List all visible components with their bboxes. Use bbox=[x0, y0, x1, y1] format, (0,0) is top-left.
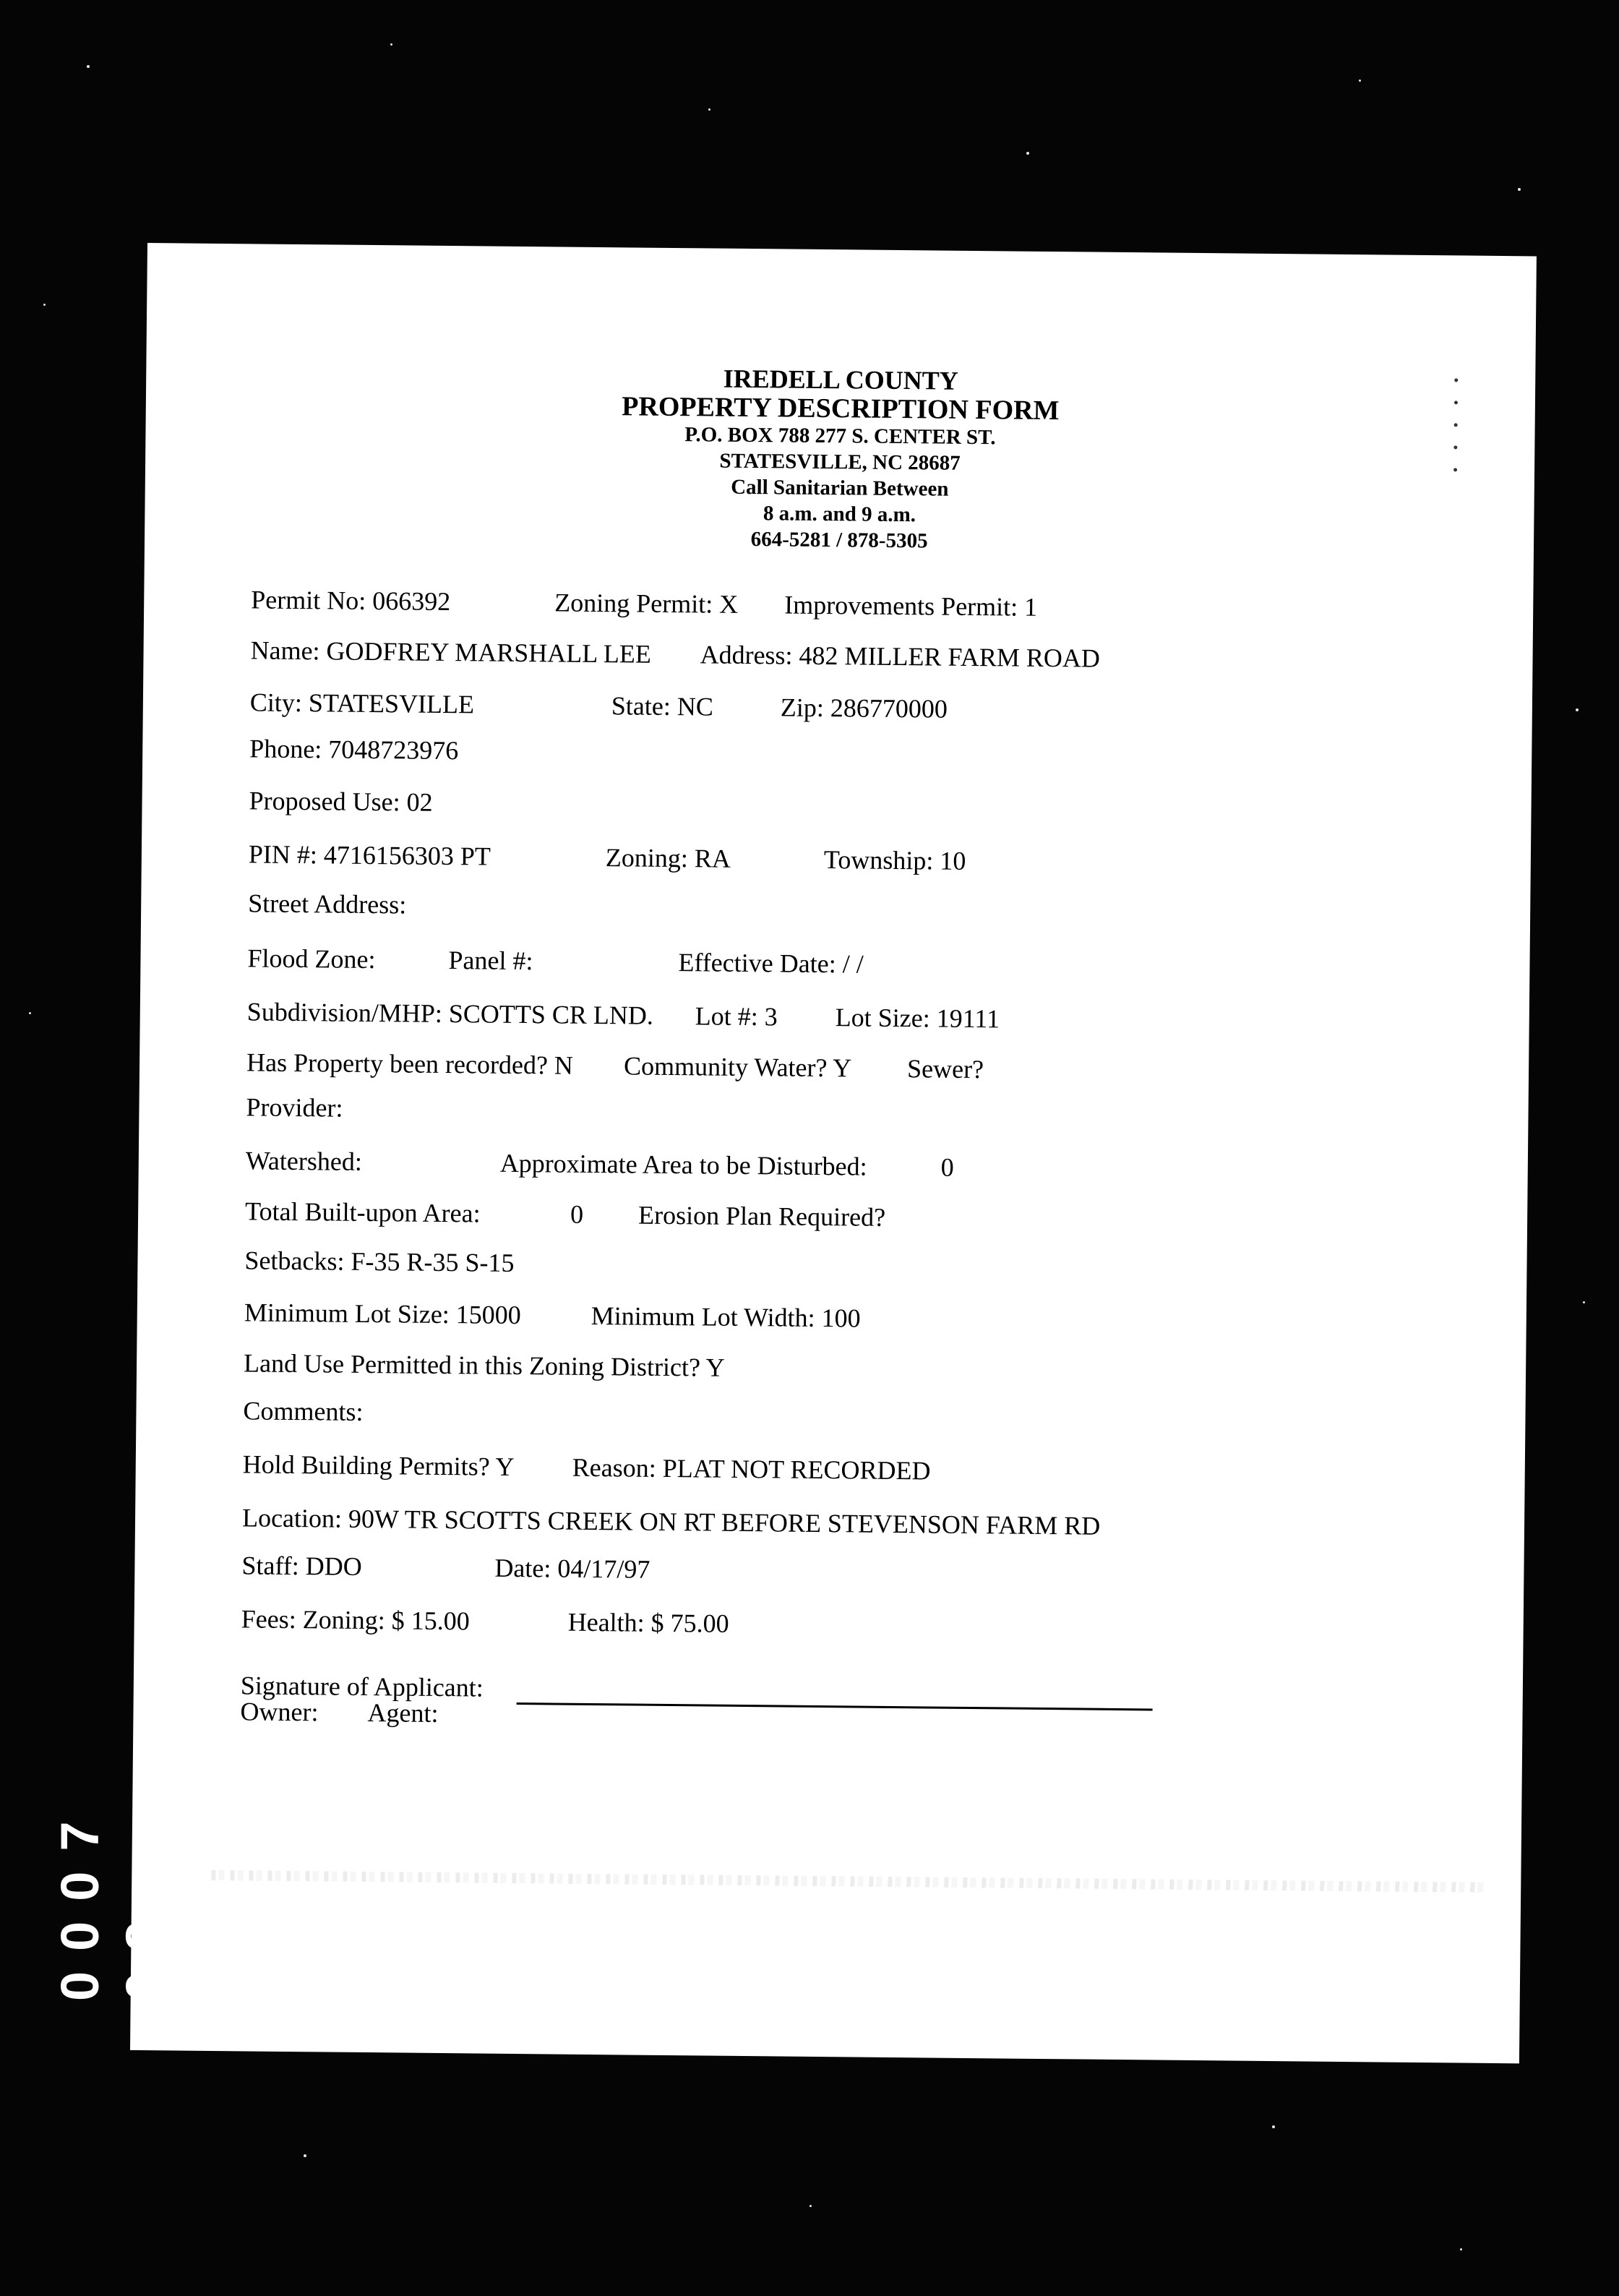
phone-numbers: 664-5281 / 878-5305 bbox=[750, 528, 928, 553]
lot-number: Lot #: 3 bbox=[695, 1001, 778, 1032]
form-sheet bbox=[130, 243, 1537, 2063]
approx-area-value: 0 bbox=[940, 1152, 954, 1182]
applicant-address: Address: 482 MILLER FARM ROAD bbox=[700, 640, 1101, 673]
approx-area-disturbed: Approximate Area to be Disturbed: bbox=[499, 1148, 867, 1181]
lot-size: Lot Size: 19111 bbox=[835, 1003, 1000, 1034]
improvements-permit: Improvements Permit: 1 bbox=[784, 590, 1038, 622]
noise-speck bbox=[29, 1012, 31, 1014]
minimum-lot-size: Minimum Lot Size: 15000 bbox=[244, 1298, 521, 1330]
minimum-lot-width: Minimum Lot Width: 100 bbox=[591, 1301, 861, 1333]
owner: Owner: bbox=[240, 1697, 319, 1727]
agent: Agent: bbox=[367, 1698, 439, 1728]
permit-no: Permit No: 066392 bbox=[251, 585, 451, 617]
staff: Staff: DDO bbox=[241, 1551, 362, 1581]
location: Location: 90W TR SCOTTS CREEK ON RT BEFORE STEVENSON FARM RD bbox=[241, 1503, 1101, 1541]
phone: Phone: 7048723976 bbox=[249, 734, 459, 766]
city: City: STATESVILLE bbox=[249, 687, 475, 719]
total-built-upon-area: Total Built-upon Area: bbox=[244, 1196, 481, 1228]
effective-date: Effective Date: / / bbox=[678, 948, 864, 979]
applicant-name: Name: GODFREY MARSHALL LEE bbox=[250, 635, 652, 669]
noise-speck bbox=[1583, 1301, 1585, 1303]
noise-speck bbox=[810, 2205, 812, 2207]
noise-speck bbox=[708, 108, 710, 111]
built-upon-value: 0 bbox=[570, 1199, 584, 1229]
proposed-use: Proposed Use: 02 bbox=[249, 786, 433, 817]
flood-zone: Flood Zone: bbox=[247, 943, 376, 974]
watershed: Watershed: bbox=[245, 1146, 363, 1176]
property-recorded: Has Property been recorded? N bbox=[246, 1048, 574, 1080]
fees-zoning: Fees: Zoning: $ 15.00 bbox=[241, 1604, 470, 1636]
community-water: Community Water? Y bbox=[623, 1051, 852, 1083]
date: Date: 04/17/97 bbox=[494, 1553, 650, 1584]
panel-number: Panel #: bbox=[448, 946, 533, 976]
erosion-plan-required: Erosion Plan Required? bbox=[637, 1200, 886, 1232]
noise-speck bbox=[1460, 2248, 1462, 2250]
noise-speck bbox=[390, 43, 392, 46]
zip: Zip: 286770000 bbox=[780, 693, 948, 724]
county-name: IREDELL COUNTY bbox=[723, 364, 958, 395]
scan-smudge bbox=[211, 1870, 1483, 1893]
signature-of-applicant: Signature of Applicant: bbox=[240, 1671, 484, 1702]
noise-speck bbox=[1518, 188, 1521, 191]
township: Township: 10 bbox=[823, 845, 966, 875]
city-state-zip: STATESVILLE, NC 28687 bbox=[719, 449, 961, 475]
street-address: Street Address: bbox=[248, 888, 407, 920]
noise-speck bbox=[304, 2154, 306, 2157]
noise-speck bbox=[1359, 80, 1361, 82]
sewer: Sewer? bbox=[906, 1054, 984, 1084]
setbacks: Setbacks: F-35 R-35 S-15 bbox=[244, 1246, 515, 1277]
hold-reason: Reason: PLAT NOT RECORDED bbox=[572, 1452, 931, 1486]
noise-speck bbox=[87, 65, 90, 68]
comments: Comments: bbox=[243, 1396, 364, 1426]
fees-health: Health: $ 75.00 bbox=[567, 1607, 729, 1638]
hold-building-permits: Hold Building Permits? Y bbox=[242, 1449, 515, 1481]
mailing-address: P.O. BOX 788 277 S. CENTER ST. bbox=[684, 423, 996, 450]
zoning-permit: Zoning Permit: X bbox=[554, 588, 739, 619]
noise-speck bbox=[1272, 2125, 1275, 2128]
state: State: NC bbox=[611, 691, 714, 721]
signature-line[interactable] bbox=[517, 1702, 1153, 1710]
form-title: PROPERTY DESCRIPTION FORM bbox=[622, 391, 1060, 427]
land-use-permitted: Land Use Permitted in this Zoning District? Y bbox=[243, 1348, 725, 1382]
form-header bbox=[145, 359, 1535, 560]
subdivision: Subdivision/MHP: SCOTTS CR LND. bbox=[246, 997, 654, 1030]
zoning: Zoning: RA bbox=[605, 843, 731, 873]
call-instructions: Call Sanitarian Between bbox=[731, 475, 949, 501]
provider: Provider: bbox=[246, 1092, 343, 1123]
call-hours: 8 a.m. and 9 a.m. bbox=[763, 502, 916, 527]
pin-number: PIN #: 4716156303 PT bbox=[248, 839, 491, 871]
noise-speck bbox=[1576, 708, 1579, 711]
noise-speck bbox=[1026, 152, 1029, 155]
noise-speck bbox=[43, 304, 46, 306]
margin-stamp-number: 0007 bbox=[50, 1801, 110, 2001]
